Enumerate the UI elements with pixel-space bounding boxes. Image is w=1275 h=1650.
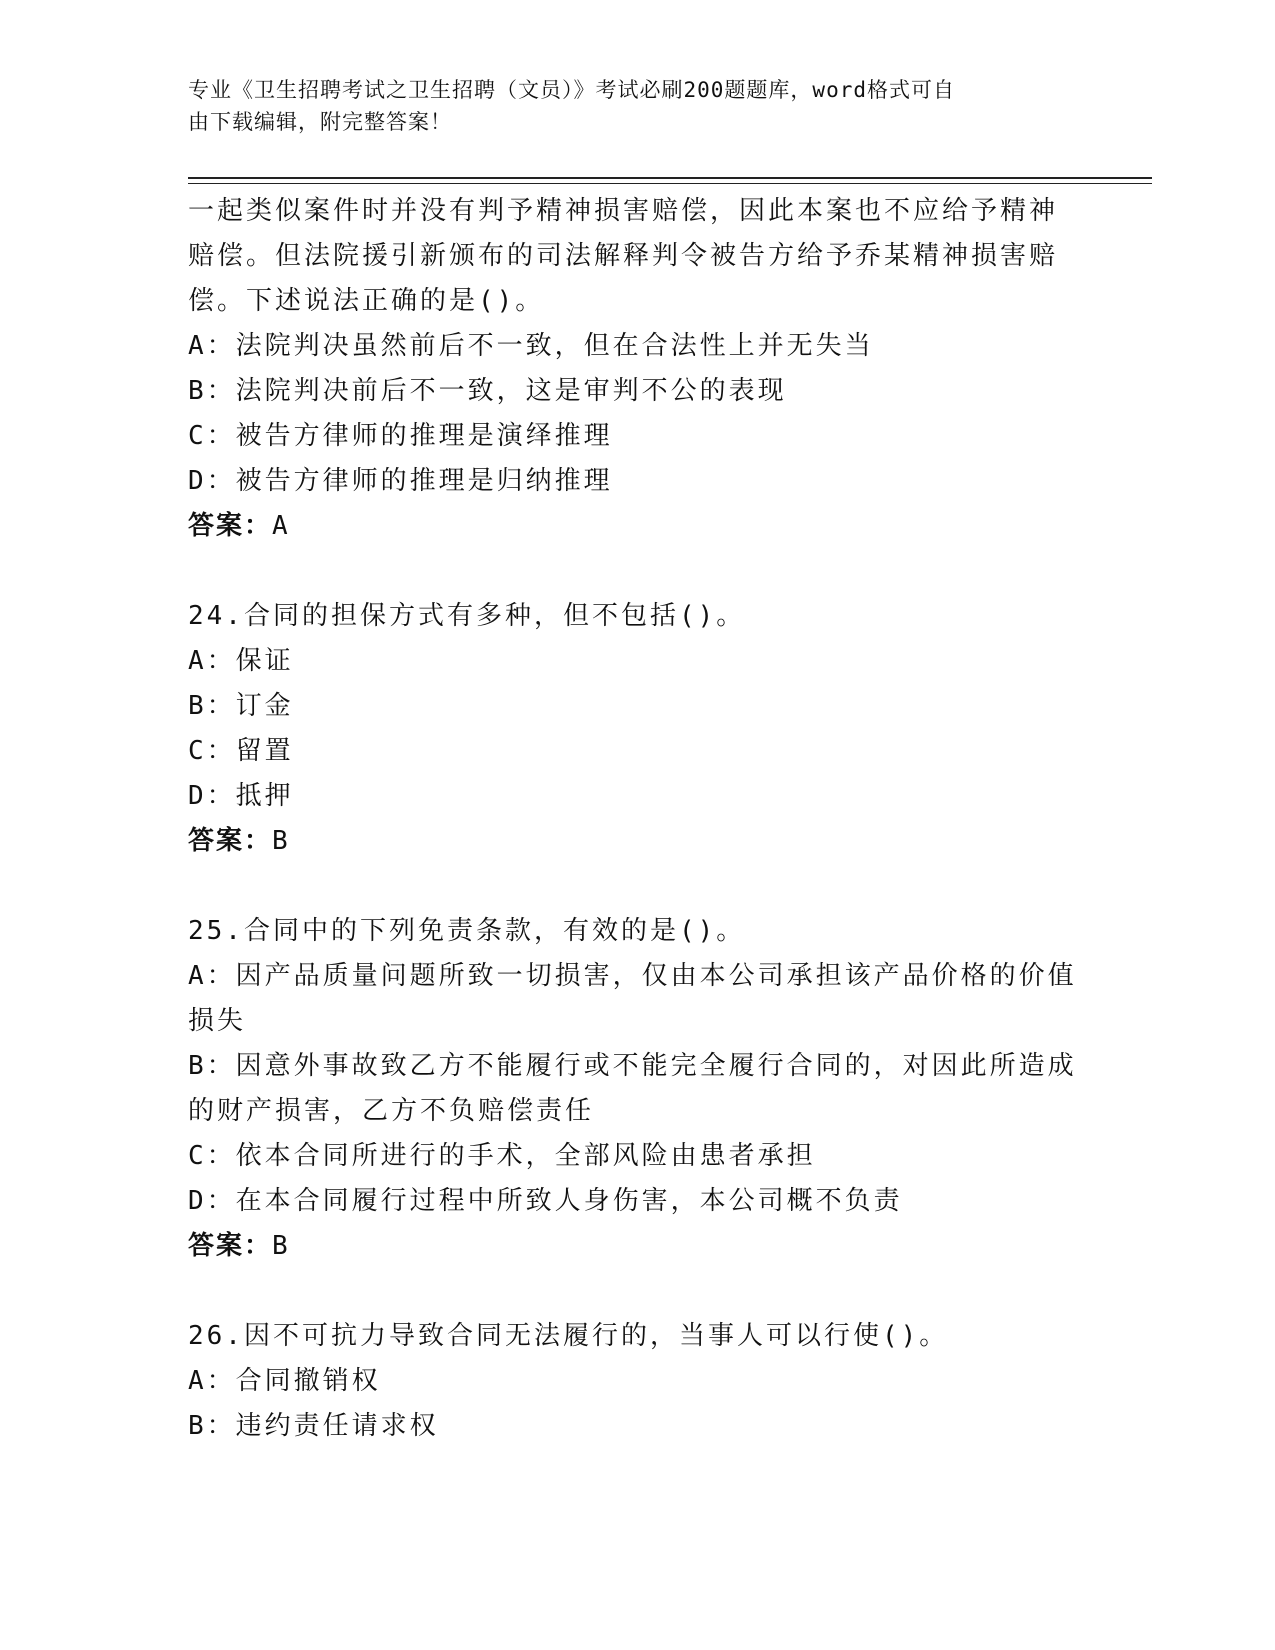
question-25 (188, 909, 1078, 1269)
question-26 (188, 1314, 1078, 1449)
question-text: 25.合同中的下列免责条款，有效的是()。 (188, 916, 746, 946)
question-text-line: 一起类似案件时并没有判予精神损害赔偿，因此本案也不应给予精神 (188, 196, 1059, 226)
question-text: 24.合同的担保方式有多种，但不包括()。 (188, 601, 746, 631)
spacer (188, 1269, 1078, 1314)
option-b: B：法院判决前后不一致，这是审判不公的表现 (188, 376, 787, 406)
header-rule-thick (188, 177, 1152, 179)
option-c: C：依本合同所进行的手术，全部风险由患者承担 (188, 1141, 816, 1171)
answer-label: 答案： (188, 511, 273, 541)
question-text-line: 赔偿。但法院援引新颁布的司法解释判令被告方给予乔某精神损害赔 (188, 241, 1059, 271)
spacer (188, 549, 1078, 594)
option-c: C：被告方律师的推理是演绎推理 (188, 421, 613, 451)
question-text: 26.因不可抗力导致合同无法履行的，当事人可以行使()。 (188, 1321, 949, 1351)
document-header (188, 74, 1068, 138)
question-content (188, 189, 1078, 1449)
answer-line (188, 1224, 1078, 1269)
option-b-continued: 的财产损害，乙方不负赔偿责任 (188, 1096, 595, 1126)
option-b: B：违约责任请求权 (188, 1411, 439, 1441)
option-c: C：留置 (188, 736, 294, 766)
option-d: D：被告方律师的推理是归纳推理 (188, 466, 613, 496)
option-d: D：抵押 (188, 781, 294, 811)
answer-line (188, 504, 1078, 549)
option-a: A：合同撤销权 (188, 1366, 381, 1396)
option-a: A：保证 (188, 646, 294, 676)
header-line-2: 由下载编辑，附完整答案！ (188, 110, 452, 134)
option-d: D：在本合同履行过程中所致人身伤害，本公司概不负责 (188, 1186, 903, 1216)
header-rule-thin (188, 183, 1152, 184)
question-text-line: 偿。下述说法正确的是()。 (188, 286, 545, 316)
continued-question (188, 189, 1078, 549)
question-24 (188, 594, 1078, 864)
option-a-continued: 损失 (188, 1006, 247, 1036)
option-b: B：因意外事故致乙方不能履行或不能完全履行合同的，对因此所造成 (188, 1051, 1077, 1081)
option-a: A：法院判决虽然前后不一致，但在合法性上并无失当 (188, 331, 874, 361)
answer-line (188, 819, 1078, 864)
answer-value: A (272, 511, 290, 541)
option-b: B：订金 (188, 691, 294, 721)
header-line-1: 专业《卫生招聘考试之卫生招聘（文员）》考试必刷200题题库，word格式可自 (188, 78, 955, 102)
answer-value: B (272, 1231, 290, 1261)
answer-value: B (272, 826, 290, 856)
option-a: A：因产品质量问题所致一切损害，仅由本公司承担该产品价格的价值 (188, 961, 1077, 991)
answer-label: 答案： (188, 826, 273, 856)
answer-label: 答案： (188, 1231, 273, 1261)
spacer (188, 864, 1078, 909)
